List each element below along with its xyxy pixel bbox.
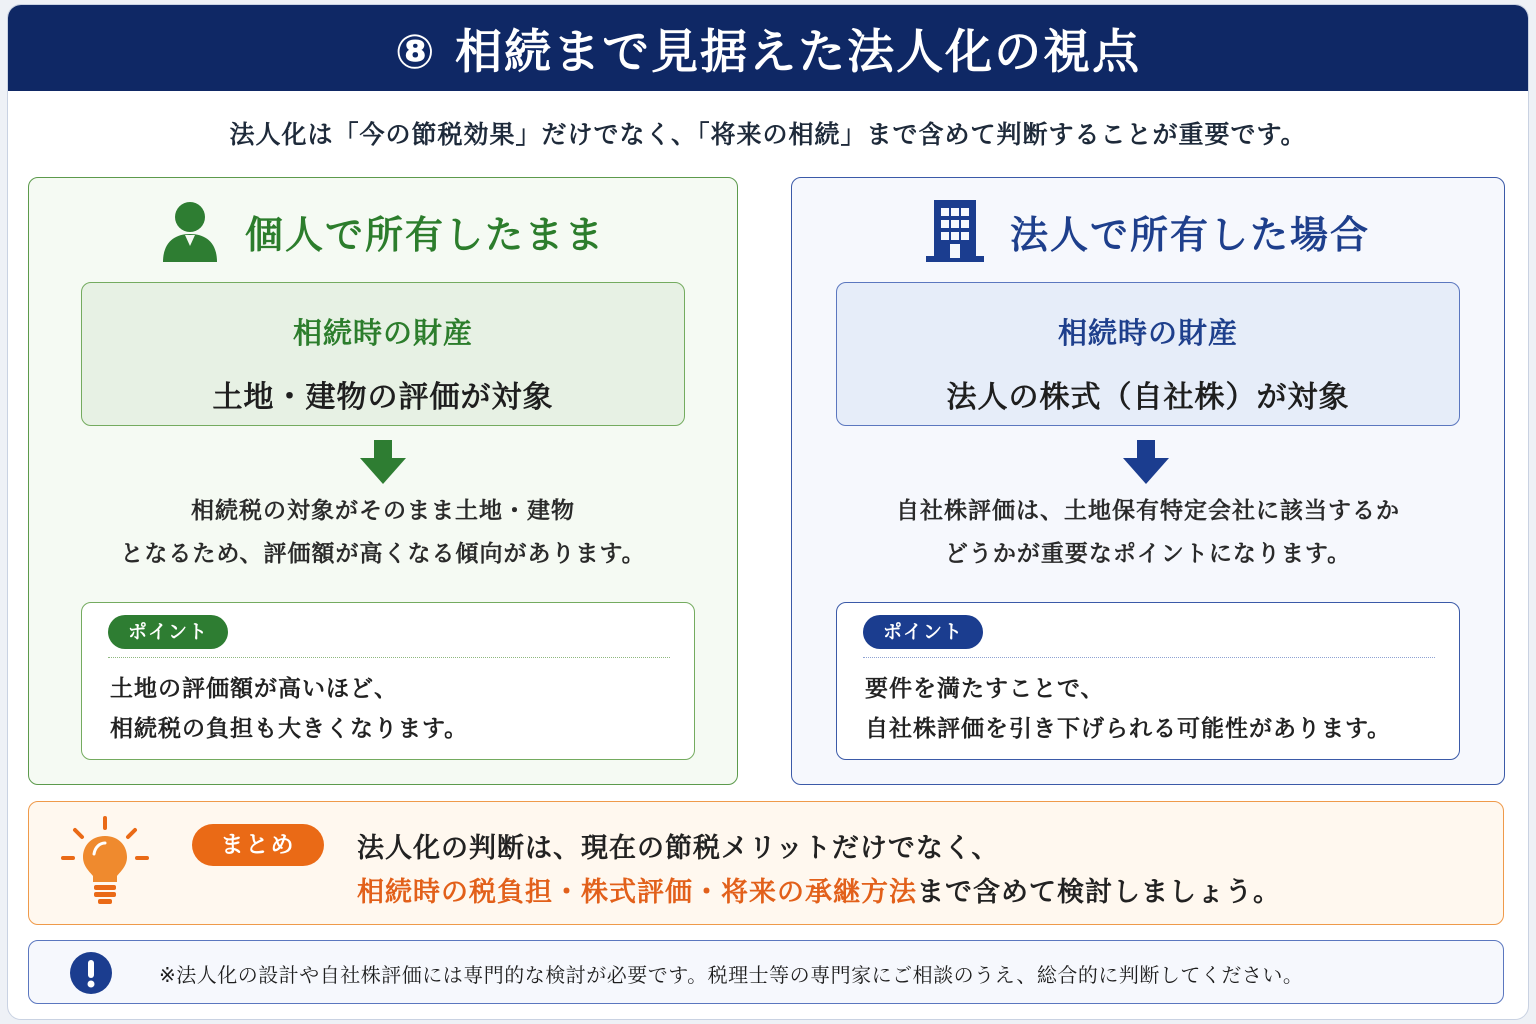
person-icon: [161, 200, 219, 262]
summary-highlight: 相続時の税負担・株式評価・将来の承継方法: [357, 877, 917, 908]
exclamation-icon: [69, 951, 113, 995]
corporate-point-line: 自社株評価を引き下げられる可能性があります。: [865, 716, 1392, 742]
individual-asset-label: 相続時の財産: [292, 316, 473, 350]
corporate-point-box: [836, 602, 1460, 760]
divider: [108, 657, 670, 658]
individual-point-badge: ポイント: [108, 615, 228, 649]
individual-point-text: [110, 669, 468, 749]
down-arrow-icon: [1123, 440, 1169, 484]
corporate-asset-label: 相続時の財産: [1057, 316, 1238, 350]
corporate-asset-target: 法人の株式（自社株）が対象: [946, 380, 1350, 415]
summary-line-2: [357, 870, 1281, 909]
corporate-point-text: [865, 669, 1391, 749]
corporate-panel-header: [792, 200, 1504, 262]
corporate-asset-box: [836, 282, 1460, 426]
corporate-point-badge: ポイント: [863, 615, 983, 649]
individual-description: [29, 490, 737, 576]
building-icon: [926, 200, 984, 262]
header-bar: [8, 5, 1528, 91]
summary-rest: まで含めて検討しましょう。: [917, 877, 1281, 908]
corporate-panel: [791, 177, 1505, 785]
corporate-point-line: 要件を満たすことで、: [865, 676, 1105, 702]
individual-asset-target: 土地・建物の評価が対象: [212, 380, 554, 415]
corporate-description-line: 自社株評価は、土地保有特定会社に該当するか: [896, 498, 1400, 524]
divider: [863, 657, 1435, 658]
page-title: ⑧ 相続まで見据えた法人化の視点: [394, 24, 1142, 80]
corporate-panel-title: 法人で所有した場合: [1009, 212, 1370, 257]
corporate-description-line: どうかが重要なポイントになります。: [944, 541, 1352, 567]
individual-point-line: 相続税の負担も大きくなります。: [110, 716, 469, 742]
disclaimer-box: [28, 940, 1504, 1004]
individual-asset-box: [81, 282, 685, 426]
individual-panel-header: [29, 200, 737, 262]
individual-description-line: 相続税の対象がそのまま土地・建物: [191, 498, 575, 524]
down-arrow-icon: [360, 440, 406, 484]
disclaimer-text: ※法人化の設計や自社株評価には専門的な検討が必要です。税理士等の専門家にご相談のうえ、総合的に判断してください。: [159, 963, 1304, 987]
infographic-card: [7, 4, 1529, 1020]
individual-point-box: [81, 602, 695, 760]
intro-text: 法人化は「今の節税効果」だけでなく、「将来の相続」まで含めて判断することが重要です。: [229, 120, 1307, 149]
summary-badge: まとめ: [192, 824, 324, 866]
summary-line-1: 法人化の判断は、現在の節税メリットだけでなく、: [357, 833, 1000, 864]
individual-panel-title: 個人で所有したまま: [244, 212, 605, 257]
individual-panel: [28, 177, 738, 785]
corporate-description: [792, 490, 1504, 576]
individual-description-line: となるため、評価額が高くなる傾向があります。: [120, 541, 646, 567]
lightbulb-icon: [61, 816, 149, 908]
summary-box: [28, 801, 1504, 925]
individual-point-line: 土地の評価額が高いほど、: [110, 676, 398, 702]
